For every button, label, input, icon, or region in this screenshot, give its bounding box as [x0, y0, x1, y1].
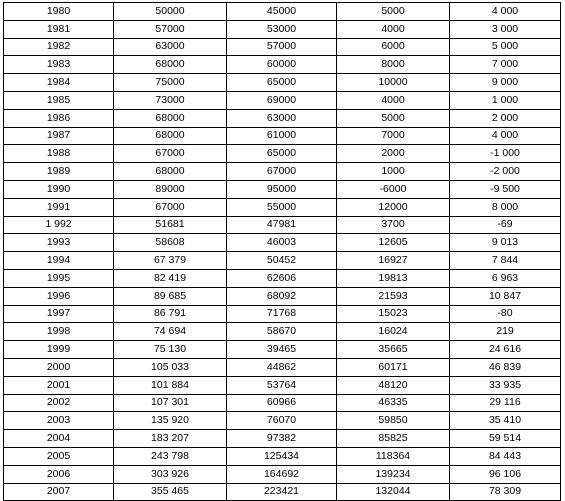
value-b-cell: 68092	[227, 287, 337, 305]
year-cell: 2003	[4, 412, 114, 430]
value-a-cell: 107 301	[114, 394, 227, 412]
value-c-cell: 5000	[337, 109, 450, 127]
value-b-cell: 46003	[227, 234, 337, 252]
value-c-cell: 48120	[337, 376, 450, 394]
value-a-cell: 68000	[114, 109, 227, 127]
value-b-cell: 47981	[227, 216, 337, 234]
value-c-cell: 12000	[337, 198, 450, 216]
value-a-cell: 63000	[114, 38, 227, 56]
value-d-cell: 4 000	[450, 127, 561, 145]
table-row	[4, 216, 561, 234]
value-d-cell: -80	[450, 305, 561, 323]
value-b-cell: 57000	[227, 38, 337, 56]
value-a-cell: 89 685	[114, 287, 227, 305]
value-b-cell: 223421	[227, 483, 337, 501]
year-cell: 1987	[4, 127, 114, 145]
value-d-cell: 24 616	[450, 341, 561, 359]
value-a-cell: 135 920	[114, 412, 227, 430]
value-b-cell: 69000	[227, 91, 337, 109]
value-b-cell: 60000	[227, 56, 337, 74]
value-d-cell: 35 410	[450, 412, 561, 430]
value-d-cell: 33 935	[450, 376, 561, 394]
value-b-cell: 164692	[227, 465, 337, 483]
year-cell: 1988	[4, 145, 114, 163]
value-d-cell: 10 847	[450, 287, 561, 305]
value-c-cell: 139234	[337, 465, 450, 483]
year-cell: 1991	[4, 198, 114, 216]
year-cell: 1982	[4, 38, 114, 56]
table-row	[4, 430, 561, 448]
value-a-cell: 58608	[114, 234, 227, 252]
value-b-cell: 39465	[227, 341, 337, 359]
value-c-cell: 1000	[337, 163, 450, 181]
value-a-cell: 75000	[114, 74, 227, 92]
year-cell: 1996	[4, 287, 114, 305]
data-table	[3, 2, 561, 501]
value-c-cell: 15023	[337, 305, 450, 323]
value-c-cell: 132044	[337, 483, 450, 501]
value-b-cell: 71768	[227, 305, 337, 323]
year-cell: 1985	[4, 91, 114, 109]
value-c-cell: -6000	[337, 180, 450, 198]
value-b-cell: 65000	[227, 145, 337, 163]
value-b-cell: 61000	[227, 127, 337, 145]
value-a-cell: 68000	[114, 163, 227, 181]
year-cell: 1993	[4, 234, 114, 252]
year-cell: 1998	[4, 323, 114, 341]
value-d-cell: 7 000	[450, 56, 561, 74]
value-c-cell: 85825	[337, 430, 450, 448]
value-d-cell: 4 000	[450, 3, 561, 21]
year-cell: 1984	[4, 74, 114, 92]
value-c-cell: 4000	[337, 91, 450, 109]
value-a-cell: 67000	[114, 198, 227, 216]
value-d-cell: 9 000	[450, 74, 561, 92]
table-body	[4, 3, 561, 501]
value-b-cell: 97382	[227, 430, 337, 448]
year-cell: 2002	[4, 394, 114, 412]
value-a-cell: 68000	[114, 127, 227, 145]
year-cell: 1990	[4, 180, 114, 198]
value-b-cell: 65000	[227, 74, 337, 92]
year-cell: 2000	[4, 358, 114, 376]
value-b-cell: 44862	[227, 358, 337, 376]
value-c-cell: 60171	[337, 358, 450, 376]
value-b-cell: 67000	[227, 163, 337, 181]
value-c-cell: 4000	[337, 20, 450, 38]
value-d-cell: 59 514	[450, 430, 561, 448]
table-row	[4, 180, 561, 198]
year-cell: 2007	[4, 483, 114, 501]
value-a-cell: 75 130	[114, 341, 227, 359]
value-a-cell: 183 207	[114, 430, 227, 448]
year-cell: 2006	[4, 465, 114, 483]
table-row	[4, 447, 561, 465]
year-cell: 2004	[4, 430, 114, 448]
value-b-cell: 125434	[227, 447, 337, 465]
value-a-cell: 74 694	[114, 323, 227, 341]
value-a-cell: 51681	[114, 216, 227, 234]
value-b-cell: 55000	[227, 198, 337, 216]
table-row	[4, 287, 561, 305]
value-c-cell: 16024	[337, 323, 450, 341]
value-d-cell: -69	[450, 216, 561, 234]
year-cell: 1 992	[4, 216, 114, 234]
table-row	[4, 163, 561, 181]
table-row	[4, 376, 561, 394]
value-b-cell: 45000	[227, 3, 337, 21]
value-c-cell: 2000	[337, 145, 450, 163]
value-d-cell: 5 000	[450, 38, 561, 56]
value-d-cell: 84 443	[450, 447, 561, 465]
value-d-cell: 219	[450, 323, 561, 341]
value-d-cell: 7 844	[450, 252, 561, 270]
value-d-cell: 46 839	[450, 358, 561, 376]
value-c-cell: 6000	[337, 38, 450, 56]
value-b-cell: 53764	[227, 376, 337, 394]
year-cell: 1981	[4, 20, 114, 38]
table-row	[4, 127, 561, 145]
value-a-cell: 67 379	[114, 252, 227, 270]
year-cell: 1986	[4, 109, 114, 127]
value-c-cell: 21593	[337, 287, 450, 305]
value-a-cell: 67000	[114, 145, 227, 163]
value-b-cell: 76070	[227, 412, 337, 430]
table-row	[4, 465, 561, 483]
value-c-cell: 118364	[337, 447, 450, 465]
value-c-cell: 16927	[337, 252, 450, 270]
table-row	[4, 145, 561, 163]
year-cell: 1995	[4, 269, 114, 287]
value-b-cell: 50452	[227, 252, 337, 270]
year-cell: 2001	[4, 376, 114, 394]
table-row	[4, 394, 561, 412]
value-c-cell: 46335	[337, 394, 450, 412]
value-a-cell: 82 419	[114, 269, 227, 287]
value-a-cell: 303 926	[114, 465, 227, 483]
table-row	[4, 198, 561, 216]
table-row	[4, 3, 561, 21]
table-row	[4, 483, 561, 501]
table-row	[4, 412, 561, 430]
table-row	[4, 56, 561, 74]
year-cell: 1997	[4, 305, 114, 323]
table-row	[4, 234, 561, 252]
value-d-cell: 78 309	[450, 483, 561, 501]
value-a-cell: 89000	[114, 180, 227, 198]
value-d-cell: 9 013	[450, 234, 561, 252]
year-cell: 1983	[4, 56, 114, 74]
value-a-cell: 50000	[114, 3, 227, 21]
value-d-cell: -1 000	[450, 145, 561, 163]
table-row	[4, 305, 561, 323]
value-d-cell: 29 116	[450, 394, 561, 412]
value-c-cell: 3700	[337, 216, 450, 234]
year-cell: 2005	[4, 447, 114, 465]
value-c-cell: 5000	[337, 3, 450, 21]
table-row	[4, 358, 561, 376]
value-c-cell: 8000	[337, 56, 450, 74]
table-row	[4, 74, 561, 92]
table-row	[4, 38, 561, 56]
value-c-cell: 12605	[337, 234, 450, 252]
value-b-cell: 62606	[227, 269, 337, 287]
year-cell: 1980	[4, 3, 114, 21]
value-a-cell: 57000	[114, 20, 227, 38]
table-row	[4, 91, 561, 109]
value-c-cell: 19813	[337, 269, 450, 287]
value-d-cell: 3 000	[450, 20, 561, 38]
table-row	[4, 269, 561, 287]
value-c-cell: 35665	[337, 341, 450, 359]
value-d-cell: -2 000	[450, 163, 561, 181]
value-d-cell: 2 000	[450, 109, 561, 127]
value-a-cell: 73000	[114, 91, 227, 109]
table-row	[4, 252, 561, 270]
value-a-cell: 105 033	[114, 358, 227, 376]
value-d-cell: 96 106	[450, 465, 561, 483]
value-d-cell: 6 963	[450, 269, 561, 287]
table-row	[4, 109, 561, 127]
value-b-cell: 63000	[227, 109, 337, 127]
data-table-container	[3, 2, 560, 501]
value-d-cell: -9 500	[450, 180, 561, 198]
value-a-cell: 68000	[114, 56, 227, 74]
value-a-cell: 355 465	[114, 483, 227, 501]
value-b-cell: 58670	[227, 323, 337, 341]
table-row	[4, 323, 561, 341]
value-c-cell: 59850	[337, 412, 450, 430]
value-a-cell: 243 798	[114, 447, 227, 465]
year-cell: 1989	[4, 163, 114, 181]
value-b-cell: 95000	[227, 180, 337, 198]
value-d-cell: 8 000	[450, 198, 561, 216]
table-row	[4, 20, 561, 38]
table-row	[4, 341, 561, 359]
value-b-cell: 60966	[227, 394, 337, 412]
value-d-cell: 1 000	[450, 91, 561, 109]
year-cell: 1994	[4, 252, 114, 270]
value-b-cell: 53000	[227, 20, 337, 38]
value-c-cell: 10000	[337, 74, 450, 92]
year-cell: 1999	[4, 341, 114, 359]
value-a-cell: 101 884	[114, 376, 227, 394]
value-c-cell: 7000	[337, 127, 450, 145]
value-a-cell: 86 791	[114, 305, 227, 323]
